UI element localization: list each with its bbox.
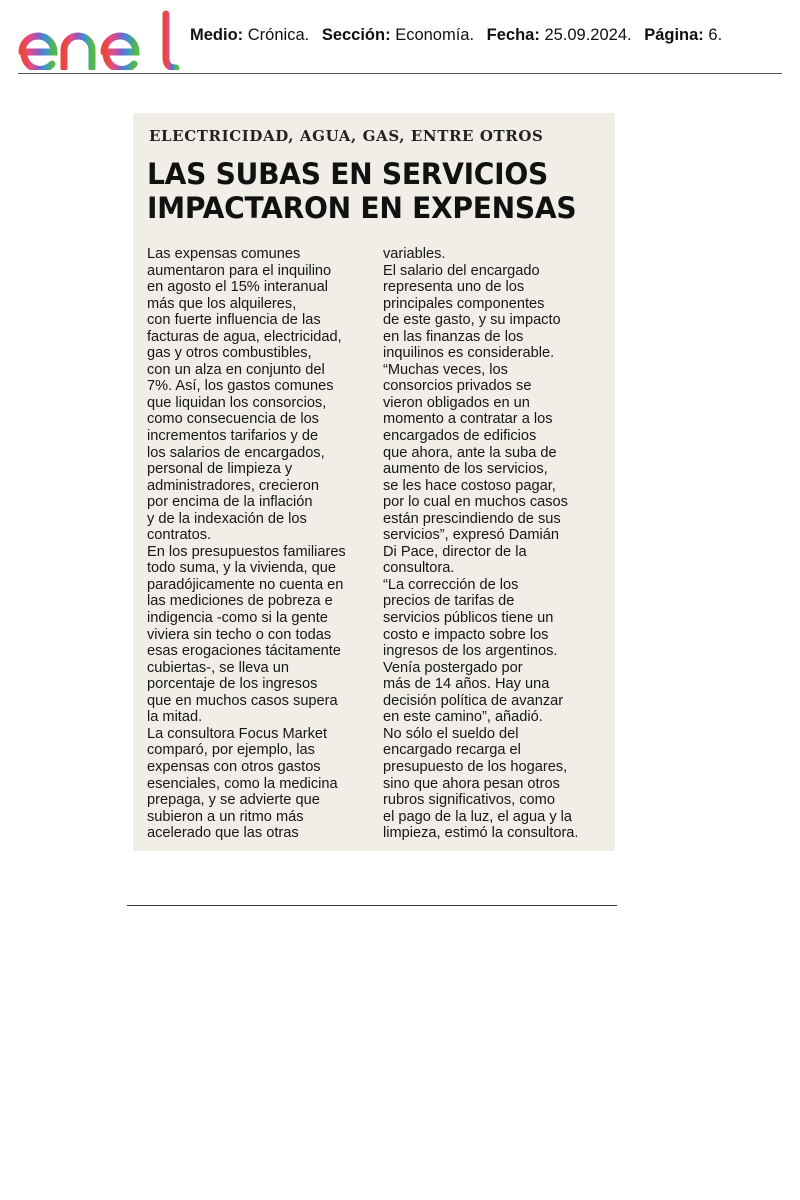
article-text-line: indigencia -como si la gente [147,610,328,627]
fecha-label: Fecha: [486,26,540,44]
article-text-line: con fuerte influencia de las [147,312,321,329]
article-text-line: vieron obligados en un [383,394,530,411]
article-text-line: esenciales, como la medicina [147,775,338,792]
article-text-line: gas y otros combustibles, [147,345,312,362]
article-text-line: la mitad. [147,709,203,726]
article-text-line: que en muchos casos supera [147,692,338,709]
article-text-line: prepaga, y se advierte que [147,792,320,809]
article-text-line: servicios públicos tiene un [383,610,554,627]
article-text-line: ingresos de los argentinos. [383,643,558,660]
article-text-line: viviera sin techo o con todas [147,626,332,643]
article-text-line: Di Pace, director de la [383,543,527,560]
article-text-line: “La corrección de los [383,576,519,593]
pagina-value: 6. [708,26,723,44]
article-text-line: La consultora Focus Market [147,725,328,742]
article-text-line: El salario del encargado [383,262,540,279]
article-text-line: en este camino”, añadió. [383,709,543,726]
article-text-line: los salarios de encargados, [147,444,325,461]
article-text-line: administradores, crecieron [147,477,319,494]
article-text-line: porcentaje de los ingresos [147,676,318,693]
article-text-line: comparó, por ejemplo, las [147,742,315,759]
enel-logo [18,10,180,70]
article-text-line: inquilinos es considerable. [383,345,555,362]
article-column-left [147,246,383,842]
article-text-line: Las expensas comunes [147,246,301,262]
article-text-line: que ahora, ante la suba de [383,444,557,461]
article-headline [147,157,593,225]
fecha-value: 25.09.2024. [544,26,632,44]
article-text-line: aumentaron para el inquilino [147,262,332,279]
article-text-line: Venía postergado por [383,659,523,676]
article-text-line: rubros significativos, como [383,792,555,809]
article-text-line: decisión política de avanzar [383,692,564,709]
article-text-line: cubiertas-, se lleva un [147,659,289,676]
article-text-line: presupuesto de los hogares, [383,758,568,775]
article-text-line: esas erogaciones tácitamente [147,643,341,660]
article-text-line: En los presupuestos familiares [147,543,346,560]
article-text-line: principales componentes [383,295,545,312]
article-text-line: por encima de la inflación [147,494,313,511]
article-text-line: con un alza en conjunto del [147,361,325,378]
article-text-line: y de la indexación de los [147,510,307,527]
article-text-line: se les hace costoso pagar, [383,477,556,494]
article-text-line: expensas con otros gastos [147,758,321,775]
pagina-label: Página: [644,26,704,44]
headline-line: LAS SUBAS EN SERVICIOS [147,157,548,191]
header-divider [18,73,782,74]
article-kicker: ELECTRICIDAD, AGUA, GAS, ENTRE OTROS [149,127,544,145]
article-text-line: de este gasto, y su impacto [383,312,561,329]
article-text-line: encargados de edificios [383,428,537,445]
document-metadata [190,26,722,45]
article-text-line: limpieza, estimó la consultora. [383,825,579,842]
article-text-line: como consecuencia de los [147,411,319,428]
article-text-line: más que los alquileres, [147,295,297,312]
article-text-line: en agosto el 15% interanual [147,279,328,296]
article-text-line: personal de limpieza y [147,461,293,478]
article-text-line: el pago de la luz, el agua y la [383,808,573,825]
article-text-line: todo suma, y la vivienda, que [147,560,337,577]
clipping-bottom-divider [127,905,617,906]
article-text-line: incrementos tarifarios y de [147,428,319,445]
medio-label: Medio: [190,26,244,44]
article-text-line: subieron a un ritmo más [147,808,304,825]
article-text-line: facturas de agua, electricidad, [147,328,342,345]
seccion-value: Economía. [395,26,475,44]
article-text-line: contratos. [147,527,212,544]
article-text-line: acelerado que las otras [147,825,299,842]
medio-value: Crónica. [247,26,310,44]
article-text-line: 7%. Así, los gastos comunes [147,378,334,395]
article-text-line: precios de tarifas de [383,593,515,610]
article-text-line: servicios”, expresó Damián [383,527,559,544]
article-text-line: “Muchas veces, los [383,361,508,378]
article-text-line: momento a contratar a los [383,411,553,428]
article-text-line: consorcios privados se [383,378,532,395]
article-text-line: variables. [383,246,446,262]
article-text-line: costo e impacto sobre los [383,626,549,643]
article-text-line: las mediciones de pobreza e [147,593,333,610]
newspaper-clipping [133,113,615,851]
article-text-line: más de 14 años. Hay una [383,676,550,693]
article-text-line: están prescindiendo de sus [383,510,561,527]
article-text-line: paradójicamente no cuenta en [147,576,344,593]
headline-line: IMPACTARON EN EXPENSAS [147,191,577,225]
article-text-line: en las finanzas de los [383,328,524,345]
article-text-line: sino que ahora pesan otros [383,775,560,792]
article-text-line: No sólo el sueldo del [383,725,519,742]
article-column-right [383,246,609,842]
article-text-line: que liquidan los consorcios, [147,394,327,411]
article-text-line: representa uno de los [383,279,525,296]
article-text-line: por lo cual en muchos casos [383,494,568,511]
document-header [18,8,782,74]
seccion-label: Sección: [321,26,391,44]
article-text-line: aumento de los servicios, [383,461,548,478]
article-text-line: encargado recarga el [383,742,521,759]
article-text-line: consultora. [383,560,455,577]
